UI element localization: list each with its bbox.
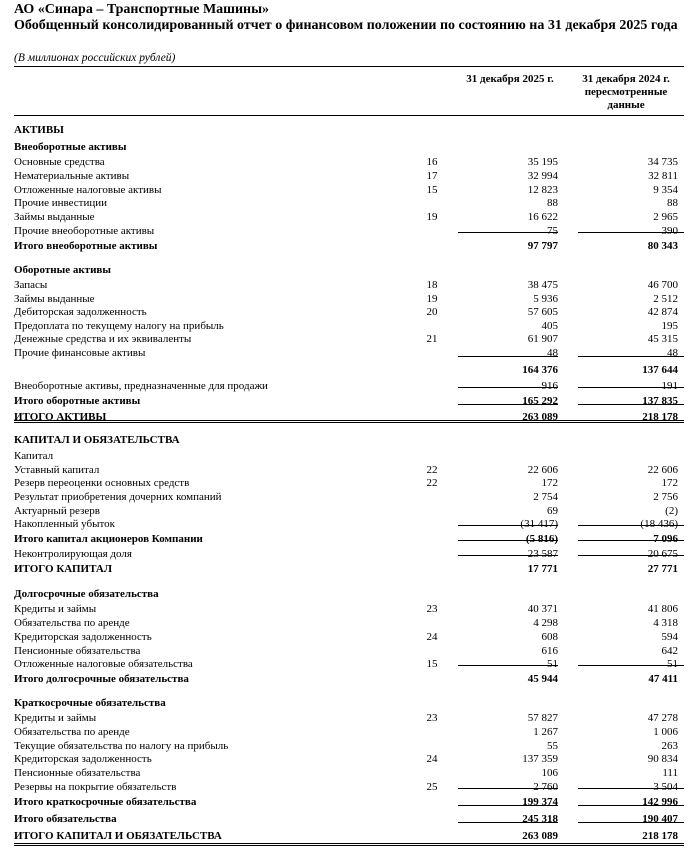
row-label: Внеоборотные активы: [14, 141, 127, 153]
section-heading-row: [0, 264, 700, 277]
value-2025: 69: [547, 505, 558, 517]
row-label: Итого долгосрочные обязательства: [14, 673, 189, 685]
value-2025: 45 944: [527, 673, 558, 685]
value-2024: (18 436): [640, 518, 678, 530]
subtotal-rule: [458, 788, 558, 789]
value-2024: 218 178: [642, 830, 678, 842]
row-label: Прочие инвестиции: [14, 197, 108, 209]
row-note: 21: [426, 333, 438, 345]
value-2025: 263 089: [522, 411, 558, 423]
column-header-2024-date: 31 декабря 2024 г.: [582, 73, 670, 85]
value-2025: 608: [541, 631, 558, 643]
row-label: Резервы на покрытие обязательств: [14, 781, 177, 793]
table-row: [0, 740, 700, 753]
value-2025: 164 376: [522, 364, 558, 376]
subtotal-rule: [578, 232, 684, 233]
value-2025: 57 605: [527, 306, 558, 318]
row-label: Итого капитал акционеров Компании: [14, 533, 203, 545]
row-label: Оборотные активы: [14, 264, 111, 276]
value-2024: 20 675: [647, 548, 678, 560]
subtotal-rule: [578, 665, 684, 666]
value-2025: 106: [541, 767, 558, 779]
row-note: 23: [426, 603, 438, 615]
value-2025: 38 475: [527, 279, 558, 291]
value-2025: 4 298: [533, 617, 558, 629]
subtotal-rule: [458, 356, 558, 357]
value-2024: 1 006: [653, 726, 678, 738]
table-row: [0, 156, 700, 169]
row-label: Резерв переоценки основных средств: [14, 477, 190, 489]
table-row: [0, 306, 700, 319]
value-2025: 245 318: [522, 813, 558, 825]
value-2024: 2 965: [653, 211, 678, 223]
value-2025: 55: [547, 740, 558, 752]
row-label: Итого внеоборотные активы: [14, 240, 158, 252]
value-2024: 2 512: [653, 293, 678, 305]
total-row: [0, 673, 700, 686]
row-label: Предоплата по текущему налогу на прибыль: [14, 320, 224, 332]
table-row: [0, 197, 700, 210]
value-2024: 142 996: [642, 796, 678, 808]
subtotal-rule: [578, 356, 684, 357]
value-2025: 61 907: [527, 333, 558, 345]
value-2025: 51: [547, 658, 558, 670]
subtotal-rule: [578, 404, 684, 405]
column-header-2024-note2: данные: [607, 99, 645, 111]
table-row: [0, 293, 700, 306]
value-2024: 390: [661, 225, 678, 237]
total-row: [0, 830, 700, 843]
table-row: [0, 320, 700, 333]
value-2025: 916: [541, 380, 558, 392]
value-2025: 12 823: [527, 184, 558, 196]
value-2024: 594: [661, 631, 678, 643]
row-label: Актуарный резерв: [14, 505, 100, 517]
row-note: 23: [426, 712, 438, 724]
row-label: Итого оборотные активы: [14, 395, 141, 407]
table-row: [0, 645, 700, 658]
subtotal-rule: [578, 555, 684, 556]
value-2025: 22 606: [527, 464, 558, 476]
subtotal-rule: [458, 404, 558, 405]
row-label: Прочие внеоборотные активы: [14, 225, 155, 237]
subtotal-rule: [578, 387, 684, 388]
subtotal-rule: [458, 805, 558, 806]
row-label: ИТОГО КАПИТАЛ И ОБЯЗАТЕЛЬСТВА: [14, 830, 222, 842]
table-row: [0, 170, 700, 183]
value-2024: 137 644: [642, 364, 678, 376]
subtotal-rule: [458, 665, 558, 666]
value-2024: 218 178: [642, 411, 678, 423]
value-2024: 32 811: [648, 170, 678, 182]
table-row: [0, 211, 700, 224]
row-label: Внеоборотные активы, предназначенные для продажи: [14, 380, 268, 392]
row-label: Нематериальные активы: [14, 170, 130, 182]
row-label: Неконтролирующая доля: [14, 548, 132, 560]
value-2024: 27 771: [647, 563, 678, 575]
table-row: [0, 347, 700, 360]
row-label: ИТОГО КАПИТАЛ: [14, 563, 113, 575]
value-2024: 642: [661, 645, 678, 657]
value-2025: 5 936: [533, 293, 558, 305]
row-note: 17: [426, 170, 438, 182]
row-label: Займы выданные: [14, 293, 95, 305]
row-label: Обязательства по аренде: [14, 617, 130, 629]
value-2024: 111: [662, 767, 678, 779]
row-label: ИТОГО АКТИВЫ: [14, 411, 107, 423]
value-2024: 190 407: [642, 813, 678, 825]
row-label: Долгосрочные обязательства: [14, 588, 159, 600]
row-label: Займы выданные: [14, 211, 95, 223]
value-2025: 137 359: [522, 753, 558, 765]
value-2024: 195: [661, 320, 678, 332]
value-2025: (5 816): [525, 533, 558, 545]
value-2024: 263: [661, 740, 678, 752]
value-2024: 42 874: [647, 306, 678, 318]
row-note: 20: [426, 306, 438, 318]
column-header-2024: [568, 73, 684, 112]
value-2025: 75: [547, 225, 558, 237]
column-header-2024-note1: пересмотренные: [584, 86, 668, 98]
value-2025: 2 760: [533, 781, 558, 793]
total-row: [0, 796, 700, 809]
value-2024: 137 835: [642, 395, 678, 407]
value-2025: 263 089: [522, 830, 558, 842]
value-2024: 172: [661, 477, 678, 489]
row-note: 22: [426, 477, 438, 489]
row-note: 15: [426, 184, 438, 196]
row-label: Отложенные налоговые активы: [14, 184, 162, 196]
row-label: Пенсионные обязательства: [14, 645, 141, 657]
row-note: 16: [426, 156, 438, 168]
value-2025: 32 994: [527, 170, 558, 182]
section-heading-row: [0, 124, 700, 137]
row-label: Запасы: [14, 279, 48, 291]
value-2025: 165 292: [522, 395, 558, 407]
total-row: [0, 240, 700, 253]
value-2024: 41 806: [647, 603, 678, 615]
row-label: Кредиторская задолженность: [14, 753, 152, 765]
table-row: [0, 753, 700, 766]
subtotal-rule: [458, 232, 558, 233]
value-2024: 45 315: [647, 333, 678, 345]
value-2024: 88: [667, 197, 678, 209]
row-label: Итого краткосрочные обязательства: [14, 796, 197, 808]
value-2025: 88: [547, 197, 558, 209]
row-label: Итого обязательства: [14, 813, 117, 825]
row-note: 15: [426, 658, 438, 670]
row-label: Кредиторская задолженность: [14, 631, 152, 643]
total-row: [0, 364, 700, 377]
section-heading-row: [0, 588, 700, 601]
value-2024: (2): [665, 505, 678, 517]
subtotal-rule: [458, 525, 558, 526]
value-2024: 191: [661, 380, 678, 392]
row-note: 24: [426, 631, 438, 643]
value-2025: 57 827: [527, 712, 558, 724]
row-label: Прочие финансовые активы: [14, 347, 146, 359]
value-2024: 51: [667, 658, 678, 670]
value-2025: 17 771: [527, 563, 558, 575]
table-row: [0, 184, 700, 197]
row-label: Основные средства: [14, 156, 105, 168]
value-2024: 4 318: [653, 617, 678, 629]
total-row: [0, 563, 700, 576]
table-row: [0, 477, 700, 490]
report-title: Обобщенный консолидированный отчет о финансовом положении по состоянию на 31 декабря 2025 года: [14, 18, 678, 33]
row-label: Уставный капитал: [14, 464, 100, 476]
row-label: Накопленный убыток: [14, 518, 116, 530]
row-note: 19: [426, 293, 438, 305]
value-2025: 199 374: [522, 796, 558, 808]
row-label: Обязательства по аренде: [14, 726, 130, 738]
value-2025: 97 797: [527, 240, 558, 252]
table-row: [0, 712, 700, 725]
row-label: Краткосрочные обязательства: [14, 697, 166, 709]
value-2025: 16 622: [527, 211, 558, 223]
total-assets-double-rule: [14, 420, 684, 423]
value-2025: 40 371: [527, 603, 558, 615]
row-label: Отложенные налоговые обязательства: [14, 658, 193, 670]
row-note: 25: [426, 781, 438, 793]
value-2024: 7 096: [653, 533, 678, 545]
value-2024: 46 700: [647, 279, 678, 291]
row-label: Дебиторская задолженность: [14, 306, 147, 318]
table-row: [0, 333, 700, 346]
row-note: 19: [426, 211, 438, 223]
total-row: [0, 813, 700, 826]
value-2025: 616: [541, 645, 558, 657]
table-row: [0, 726, 700, 739]
section-heading-row: [0, 141, 700, 154]
table-row: [0, 631, 700, 644]
total-row: [0, 395, 700, 408]
value-2025: 23 587: [527, 548, 558, 560]
value-2025: 35 195: [527, 156, 558, 168]
header-rule: [14, 66, 684, 67]
value-2025: (31 417): [520, 518, 558, 530]
subtotal-rule: [458, 822, 558, 823]
row-label: Кредиты и займы: [14, 603, 97, 615]
row-label: КАПИТАЛ И ОБЯЗАТЕЛЬСТВА: [14, 434, 180, 446]
value-2025: 1 267: [533, 726, 558, 738]
value-2024: 47 278: [647, 712, 678, 724]
value-2024: 80 343: [647, 240, 678, 252]
subtotal-rule: [458, 540, 558, 541]
subtotal-rule: [578, 822, 684, 823]
row-note: 18: [426, 279, 438, 291]
table-row: [0, 767, 700, 780]
value-2024: 47 411: [648, 673, 678, 685]
table-row: [0, 279, 700, 292]
table-row: [0, 464, 700, 477]
subtotal-rule: [578, 525, 684, 526]
row-label: Пенсионные обязательства: [14, 767, 141, 779]
row-note: 24: [426, 753, 438, 765]
value-2024: 3 504: [653, 781, 678, 793]
table-row: [0, 450, 700, 463]
value-2025: 172: [541, 477, 558, 489]
value-2024: 22 606: [647, 464, 678, 476]
section-heading-row: [0, 697, 700, 710]
company-name: АО «Синара – Транспортные Машины»: [14, 2, 270, 17]
table-row: [0, 491, 700, 504]
units-note: (В миллионах российских рублей): [14, 52, 176, 64]
section-heading-row: [0, 434, 700, 447]
table-row: [0, 603, 700, 616]
value-2024: 9 354: [653, 184, 678, 196]
value-2024: 34 735: [647, 156, 678, 168]
value-2024: 48: [667, 347, 678, 359]
value-2025: 2 754: [533, 491, 558, 503]
row-label: Результат приобретения дочерних компаний: [14, 491, 222, 503]
value-2024: 2 756: [653, 491, 678, 503]
table-row: [0, 617, 700, 630]
row-label: Капитал: [14, 450, 54, 462]
subtotal-rule: [458, 555, 558, 556]
value-2025: 48: [547, 347, 558, 359]
value-2025: 405: [541, 320, 558, 332]
column-header-2025: 31 декабря 2025 г.: [466, 73, 554, 85]
row-label: АКТИВЫ: [14, 124, 64, 136]
total-equity-liabilities-double-rule: [14, 843, 684, 846]
subtotal-rule: [578, 540, 684, 541]
row-label: Денежные средства и их эквиваленты: [14, 333, 192, 345]
subtotal-rule: [578, 788, 684, 789]
row-label: Кредиты и займы: [14, 712, 97, 724]
subtotal-rule: [458, 387, 558, 388]
value-2024: 90 834: [647, 753, 678, 765]
row-note: 22: [426, 464, 438, 476]
column-header-rule: [14, 115, 684, 116]
subtotal-rule: [578, 805, 684, 806]
table-row: [0, 505, 700, 518]
row-label: Текущие обязательства по налогу на прибыль: [14, 740, 229, 752]
